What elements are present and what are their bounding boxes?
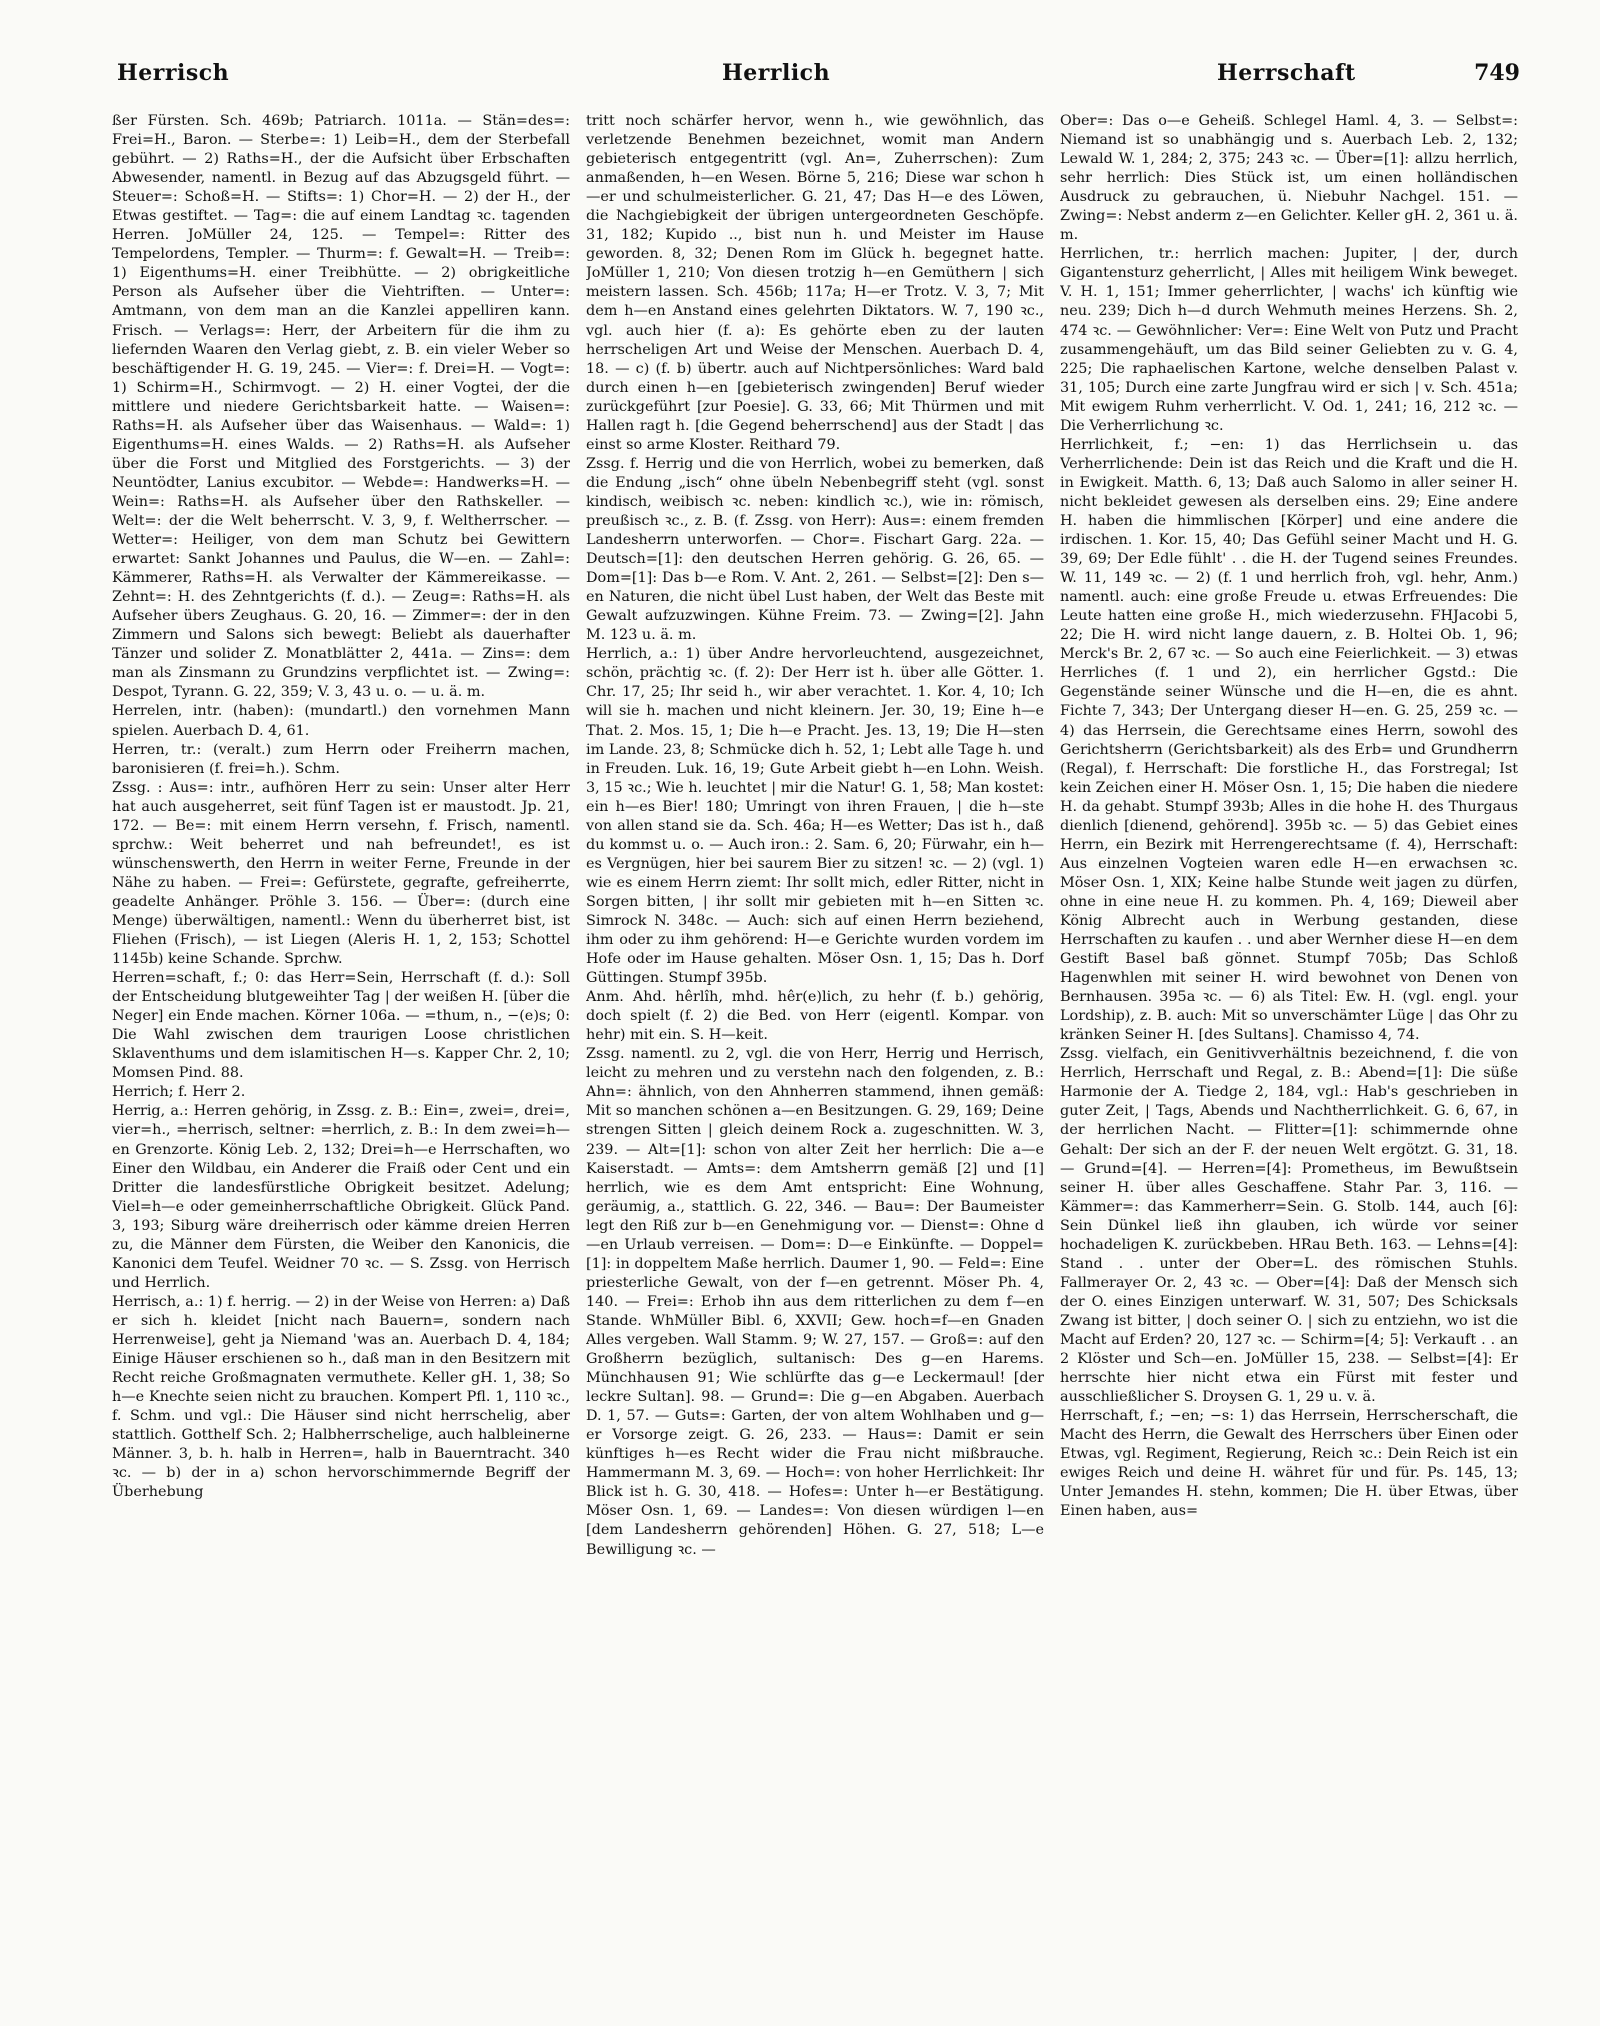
dictionary-entry: Herren=schaft, f.; 0: das Herr=Sein, Herrschaft (f. d.): Soll der Entscheidung blutgeweihter Tag | der weißen H. [über die Neger] ein Ende machen. Körner 106a. — =thum, n., −(e)s; 0: Die Wahl zwischen dem traurigen Loose christlichen Sklaventhums und dem islamitischen H—s. Kapper Chr. 2, 10; Momsen Pind. 88. — [112, 970, 570, 1082]
dictionary-entry: Herrlichkeit, f.; −en: 1) das Herrlichsein u. das Verherrlichende: Dein ist das Reich und die Kraft und die H. in Ewigkeit. Matth. 6, 13; Daß auch Salomo in aller seiner H. nicht bekleidet gewesen als derselben eins. 29; Eine andere H. haben die himmlischen [Körper] und eine andere die irdischen. 1. Kor. 15, 40; Das Gefühl seiner Macht und H. G. 39, 69; Der Edle fühlt' . . die H. der Tugend seines Freundes. W. 11, 149 ꝛc. — 2) (f. 1 und herrlich froh, vgl. hehr, Anm.) namentl. auch: eine große Freude u. etwas Erfreuendes: Die Leute hatten eine große H., mich wiederzusehn. FHJacobi 5, 22; Die H. wird nicht lange dauern, z. B. Holtei Ob. 1, 96; Merck's Br. 2, 67 ꝛc. — So auch eine Feierlichkeit. — 3) etwas Herrliches (f. 1 und 2), ein herrlicher Ggstd.: Die Gegenstände seiner Wünsche und die H—en, die es ahnt. Fichte 7, 343; Der Untergang dieser H—en. G. 25, 259 ꝛc. — 4) das Herrsein, die Gerechtsame eines Herrn, sowohl des Gerichtsherrn (Gerichtsbarkeit) als des Erb= und Grundherrn (Regal), f. Herrschaft: Die forstliche H., das Forstregal; Ist kein Zeichen einer H. Möser Osn. 1, 15; Die haben die niedere H. da gehabt. Stumpf 393b; Alles in die hohe H. des Thurgaus dienlich [dienend, gehörend]. 395b ꝛc. — 5) das Gebiet eines Herrn, ein Bezirk mit Herrengerechtsame (f. 4), Herrschaft: Aus einzelnen Vogteien waren edle H—en erwachsen ꝛc. Möser Osn. 1, XIX; Keine halbe Stunde weit jagen zu dürfen, ohne in eine neue H. zu kommen. Ph. 4, 169; Dieweil aber König Albrecht auch in Werbung gestanden, diese Herrschaften zu kaufen . . und aber Wernher diese H—en dem Gestift Basel baß gönnet. Stumpf 705b; Das Schloß Hagenwhlen mit seiner H. wird bewohnet von Denen von Bernhausen. 395a ꝛc. — 6) als Titel: Ew. H. (vgl. engl. your Lordship), z. B. auch: Mit so unverschämter Lüge | das Ohr zu kränken Seiner H. [des Sultans]. Chamisso 4, 74. — [1060, 436, 1518, 1044]
left-column — [112, 112, 570, 2012]
middle-running-head: Herrlich — [722, 60, 831, 86]
left-running-head: Herrisch — [117, 60, 230, 86]
dictionary-entry: ßer Fürsten. Sch. 469b; Patriarch. 1011a. — Stän=des=: Frei=H., Baron. — Sterbe=: 1) Leib=H., dem der Sterbefall gebührt. — 2) Raths=H., der die Aufsicht über Erbschaften Abwesender, namentl. in Bezug auf das Abzugsgeld führt. — Steuer=: Schoß=H. — Stifts=: 1) Chor=H. — 2) der H., der Etwas gestiftet. — Tag=: die auf einem Landtag ꝛc. tagenden Herren. JoMüller 24, 125. — Tempel=: Ritter des Tempelordens, Templer. — Thurm=: f. Gewalt=H. — Treib=: 1) Eigenthums=H. einer Treibhütte. — 2) obrigkeitliche Person als Aufseher über die Viehtriften. — Unter=: Amtmann, von dem man an die Kanzlei appelliren kann. Frisch. — Verlags=: Herr, der Arbeitern für die ihm zu liefernden Waaren den Verlag giebt, z. B. ein vieler Weber so beschäftigender H. G. 19, 245. — Vier=: f. Drei=H. — Vogt=: 1) Schirm=H., Schirmvogt. — 2) H. einer Vogtei, der die mittlere und niedere Gerichtsbarkeit hatte. — Waisen=: Raths=H. als Aufseher über das Waisenhaus. — Wald=: 1) Eigenthums=H. eines Walds. — 2) Raths=H. als Aufseher über die Forst und Mitglied des Forstgerichts. — 3) der Neuntödter, Lanius excubitor. — Webde=: Handwerks=H. — Wein=: Raths=H. als Aufseher über den Rathskeller. — Welt=: der die Welt beherrscht. V. 3, 9, f. Weltherrscher. — Wetter=: Heiliger, von dem man Schutz bei Gewittern erwartet: Sankt Johannes und Paulus, die W—en. — Zahl=: Kämmerer, Raths=H. als Verwalter der Kämmereikasse. — Zehnt=: H. des Zehntgerichts (f. d.). — Zeug=: Raths=H. als Aufseher übers Zeughaus. G. 20, 16. — Zimmer=: der in den Zimmern und Salons sich bewegt: Beliebt als dauerhafter Tänzer und solider Z. Monatblätter 2, 441a. — Zins=: dem man als Zinsmann zu Grundzins verpflichtet ist. — Zwing=: Despot, Tyrann. G. 22, 359; V. 3, 43 u. o. — u. ä. m. — [112, 113, 570, 701]
dictionary-entry: Herrschaft, f.; −en; −s: 1) das Herrsein, Herrscherschaft, die Macht des Herrn, die Gewalt des Herrschers über Einen oder Etwas, vgl. Regiment, Regierung, Reich ꝛc.: Dein Reich ist ein ewiges Reich und deine H. währet für und für. Ps. 145, 13; Unter Jemandes H. stehn, kommen; Die H. über Etwas, über Einen haben, aus= — [1060, 1408, 1518, 1520]
dictionary-entry: Herrich; f. Herr 2. — [112, 1084, 246, 1101]
page-number: 749 — [1474, 60, 1520, 86]
dictionary-entry: Herrelen, intr. (haben): (mundartl.) den vornehmen Mann spielen. Auerbach D. 4, 61. — [112, 703, 570, 739]
text-columns — [112, 112, 1520, 2012]
right-running-head: Herrschaft — [1217, 60, 1356, 86]
dictionary-entry: Anm. Ahd. hêrlîh, mhd. hêr(e)lich, zu hehr (f. b.) gehörig, doch spielt (f. 2) die Bed. von Herr (eigentl. Kompar. von hehr) mit ein. S. H—keit. — [586, 989, 1044, 1044]
dictionary-entry: Herrlichen, tr.: herrlich machen: Jupiter, | der, durch Gigantensturz geherrlicht, | Alles mit heiligem Wink beweget. V. H. 1, 151; Immer geherrlichter, | wachs' ich künftig wie neu. 239; Dich h—d durch Wehmuth meines Herzens. Sh. 2, 474 ꝛc. — Gewöhnlicher: Ver=: Eine Welt von Putz und Pracht zusammengehäuft, um das Bild seiner Geliebten zu v. G. 4, 225; Die raphaelischen Kartone, welche denselben Palast v. 31, 105; Durch eine zarte Jungfrau wird er sich | v. Sch. 451a; Mit ewigem Ruhm verherrlicht. V. Od. 1, 241; 16, 212 ꝛc. — Die Verherrlichung ꝛc. — [1060, 246, 1518, 434]
middle-column — [586, 112, 1044, 2012]
dictionary-entry: Zssg. f. Herrig und die von Herrlich, wobei zu bemerken, daß die Endung „isch“ ohne übeln Nebenbegriff steht (vgl. sonst kindisch, weibisch ꝛc. neben: kindlich ꝛc.), wie in: römisch, preußisch ꝛc., z. B. (f. Zssg. von Herr): Aus=: einem fremden Landesherrn unterworfen. — Chor=. Fischart Garg. 22a. — Deutsch=[1]: den deutschen Herren gehörig. G. 26, 65. — Dom=[1]: Das b—e Rom. V. Ant. 2, 261. — Selbst=[2]: Den s—en Naturen, die nicht übel Lust haben, der Welt das Beste mit Gewalt aufzuzwingen. Kühne Freim. 73. — Zwing=[2]. Jahn M. 123 u. ä. m. — [586, 455, 1044, 644]
dictionary-entry: Herrisch, a.: 1) f. herrig. — 2) in der Weise von Herren: a) Daß er sich h. kleidet [nicht nach Bauern=, sondern nach Herrenweise], geht ja Niemand 'was an. Auerbach D. 4, 184; Einige Häuser erschienen so h., daß man in den Besitzern mit Recht reiche Großmagnaten vermuthete. Keller gH. 1, 38; So h—e Knechte seien nicht zu brauchen. Kompert Pfl. 1, 110 ꝛc., f. Schm. und vgl.: Die Häuser sind nicht herrschelig, aber stattlich. Gotthelf Sch. 2; Halbherrschelige, auch halbleinerne Männer. 3, b. h. halb in Herren=, halb in Bauerntracht. 340 ꝛc. — b) der in a) schon hervorschimmernde Begriff der Überhebung — [112, 1293, 570, 1501]
dictionary-entry: tritt noch schärfer hervor, wenn h., wie gewöhnlich, das verletzende Benehmen bezeichnet, womit man Andern gebieterisch entgegentritt (vgl. An=, Zuherrschen): Zum anmaßenden, h—en Wesen. Börne 5, 216; Diese war schon h—er und schulmeisterlicher. G. 21, 47; Das H—e des Löwen, die Nachgiebigkeit der übrigen untergeordneten Geschöpfe. 31, 182; Kupido .., bist nun h. und Meister im Hause geworden. 8, 32; Denen Rom im Glück h. begegnet hatte. JoMüller 1, 210; Von diesen trotzig h—en Gemüthern | sich meistern lassen. Sch. 456b; 117a; H—er Trotz. V. 3, 7; Mit dem h—en Anstand eines gelehrten Diktators. W. 7, 190 ꝛc., vgl. auch hier (f. a): Es gehörte eben zu der lauten herrscheligen Art und Weise der Menschen. Auerbach D. 4, 18. — c) (f. b) übertr. auch auf Nichtpersönliches: Ward bald durch einen h—en [gebieterisch zwingenden] Beruf wieder zurückgeführt [zur Poesie]. G. 33, 66; Mit Thürmen und mit Hallen ragt h. [die Gegend beherrschend] aus der Stadt | das einst so arme Kloster. Reithard 79. — [586, 113, 1044, 453]
dictionary-entry: Herrlich, a.: 1) über Andre hervorleuchtend, ausgezeichnet, schön, prächtig ꝛc. (f. 2): Der Herr ist h. über alle Götter. 1. Chr. 17, 25; Ihr seid h., wir aber verachtet. 1. Kor. 4, 10; Ich will sie h. machen und nicht kleinern. Jer. 30, 19; Eine h—e That. 2. Mos. 15, 1; Die h—e Pracht. Jes. 13, 19; Die H—sten im Lande. 23, 8; Schmücke dich h. 52, 1; Lebt alle Tage h. und in Freuden. Luk. 16, 19; Gute Arbeit giebt h—en Lohn. Weish. 3, 15 ꝛc.; Wie h. leuchtet | mir die Natur! G. 1, 58; Man kostet: ein h—es Bier! 180; Umringt von ihren Frauen, | die h—ste von allen stand sie da. Sch. 46a; H—es Wetter; Das ist h., daß du kommst u. o. — Auch iron.: 2. Sam. 6, 20; Fürwahr, ein h—es Vergnügen, hier bei saurem Bier zu sitzen! ꝛc. — 2) (vgl. 1) wie es einem Herrn ziemt: Ihr sollt mich, edler Ritter, nicht in Sorgen bitten, | ihr sollt mir gebieten mit h—en Sitten ꝛc. Simrock N. 348c. — Auch: sich auf einen Herrn beziehend, ihm oder zu ihm gehörend: H—e Gerichte wurden vordem im Hofe oder im Hause gehalten. Möser Osn. 1, 15; Das h. Dorf Güttingen. Stumpf 395b. — [586, 646, 1044, 987]
dictionary-entry: Zssg. vielfach, ein Genitivverhältnis bezeichnend, f. die von Herrlich, Herrschaft und Regal, z. B.: Abend=[1]: Die süße Harmonie der A. Tiedge 2, 184, vgl.: Hab's geschrieben in guter Zeit, | Tags, Abends und Nachtherrlichkeit. G. 6, 67, in der herrlichen Nacht. — Flitter=[1]: schimmernde ohne Gehalt: Der sich an der F. der neuen Welt ergötzt. G. 31, 18. — Grund=[4]. — Herren=[4]: Prometheus, im Bewußtsein seiner H. über alles Geschaffene. Stahr Par. 3, 116. — Kämmer=: das Kammerherr=Sein. G. Stolb. 144, auch [6]: Sein Dünkel ließ ihn glauben, ich würde vor seiner hochadeligen K. zurückbeben. HRau Beth. 163. — Lehns=[4]: Stand . . unter der Ober=L. des römischen Stuhls. Fallmerayer Or. 2, 43 ꝛc. — Ober=[4]: Daß der Mensch sich der O. eines Einzigen unterwarf. W. 31, 507; Des Schicksals Zwang ist bitter, | doch seiner O. | sich zu entziehn, wo ist die Macht auf Erden? 20, 127 ꝛc. — Schirm=[4; 5]: Verkauft . . an 2 Klöster und Sch—en. JoMüller 15, 238. — Selbst=[4]: Er herrschte hier nicht etwa ein Fürst mit fester und ausschließlicher S. Droysen G. 1, 29 u. v. ä. — [1060, 1046, 1518, 1406]
dictionary-entry: Ober=: Das o—e Geheiß. Schlegel Haml. 4, 3. — Selbst=: Niemand ist so unabhängig und s. Auerbach Leb. 2, 132; Lewald W. 1, 284; 2, 375; 243 ꝛc. — Über=[1]: allzu herrlich, sehr herrlich: Dies Stück ist, um einen holländischen Ausdruck zu gebrauchen, ü. Niebuhr Nachgel. 151. — Zwing=: Nebst anderm z—en Gelichter. Keller gH. 2, 361 u. ä. m. — [1060, 113, 1518, 244]
right-column — [1060, 112, 1518, 2012]
dictionary-entry: Herrig, a.: Herren gehörig, in Zssg. z. B.: Ein=, zwei=, drei=, vier=h., =herrisch, seltner: =herrlich, z. B.: In dem zwei=h—en Grenzorte. König Leb. 2, 132; Drei=h—e Herrschaften, wo Einer den Wildbau, ein Anderer die Fraiß oder Cent und ein Dritter die landesfürstliche Obrigkeit besitzet. Adelung; Viel=h—e oder gemeinherrschaftliche Obrigkeit. Glück Pand. 3, 193; Siburg wäre dreiherrisch oder kämme dreien Herren zu, die Männer dem Fürsten, die Weiber den Kanonicis, die Kanonici dem Teufel. Weidner 70 ꝛc. — S. Zssg. von Herrisch und Herrlich. — [112, 1103, 570, 1291]
dictionary-entry: Herren, tr.: (veralt.) zum Herrn oder Freiherrn machen, baronisieren (f. frei=h.). Schm. — [112, 741, 570, 777]
dictionary-entry: Zssg. : Aus=: intr., aufhören Herr zu sein: Unser alter Herr hat auch ausgeherret, seit fünf Tagen ist er maustodt. Jp. 21, 172. — Be=: mit einem Herrn versehn, f. Frisch, namentl. sprchw.: Weit beherret und nah befreundet!, es ist wünschenswerth, den Herrn in weiter Ferne, Freunde in der Nähe zu haben. — Frei=: Gefürstete, gegrafte, gefreiherrte, geadelte Anhänger. Pröhle 3. 156. — Über=: (durch eine Menge) überwältigen, namentl.: Wenn du überherret bist, ist Fliehen (Frisch), — ist Liegen (Aleris H. 1, 2, 153; Schottel 1145b) keine Schande. Sprchw. — [112, 779, 570, 968]
page-header — [112, 60, 1520, 98]
dictionary-entry: Zssg. namentl. zu 2, vgl. die von Herr, Herrig und Herrisch, leicht zu mehren und zu verstehn nach den folgenden, z. B.: Ahn=: ähnlich, von den Ahnherren stammend, ihnen gemäß: Mit so manchen schönen a—en Besitzungen. G. 29, 169; Deine strengen Sitten | gleich deinem Rock a. zugeschnitten. W. 3, 239. — Alt=[1]: schon von alter Zeit her herrlich: Die a—e Kaiserstadt. — Amts=: dem Amtsherrn gemäß [2] und [1] herrlich, wie es dem Amt entspricht: Eine Wohnung, geräumig, a., stattlich. G. 22, 346. — Bau=: Der Baumeister legt den Riß zur b—en Genehmigung vor. — Dienst=: Ohne d—en Urlaub verreisen. — Dom=: D—e Einkünfte. — Doppel=[1]: in doppeltem Maße herrlich. Daumer 1, 90. — Feld=: Eine priesterliche Gewalt, von der f—en getrennt. Möser Ph. 4, 140. — Frei=: Erhob ihn aus dem ritterlichen zu dem f—en Stande. WhMüller Bibl. 6, XXVII; Gew. hoch=f—en Gnaden Alles vergeben. Wall Stamm. 9; W. 27, 157. — Groß=: auf den Großherrn bezüglich, sultanisch: Des g—en Harems. Münchhausen 91; Wie schlürfte das g—e Leckermaul! [der leckre Sultan]. 98. — Grund=: Die g—en Abgaben. Auerbach D. 1, 57. — Guts=: Garten, der von altem Wohlhaben und g—er Vorsorge zeigt. G. 26, 233. — Haus=: Damit er sein künftiges h—es Recht wider die Frau nicht mißbrauche. Hammermann M. 3, 69. — Hoch=: von hoher Herrlichkeit: Ihr Blick ist h. G. 30, 418. — Hofes=: Unter h—er Bestätigung. Möser Osn. 1, 69. — Landes=: Von diesen würdigen l—en [dem Landesherrn gehörenden] Höhen. G. 27, 518; L—e Bewilligung ꝛc. — — [586, 1046, 1044, 1558]
